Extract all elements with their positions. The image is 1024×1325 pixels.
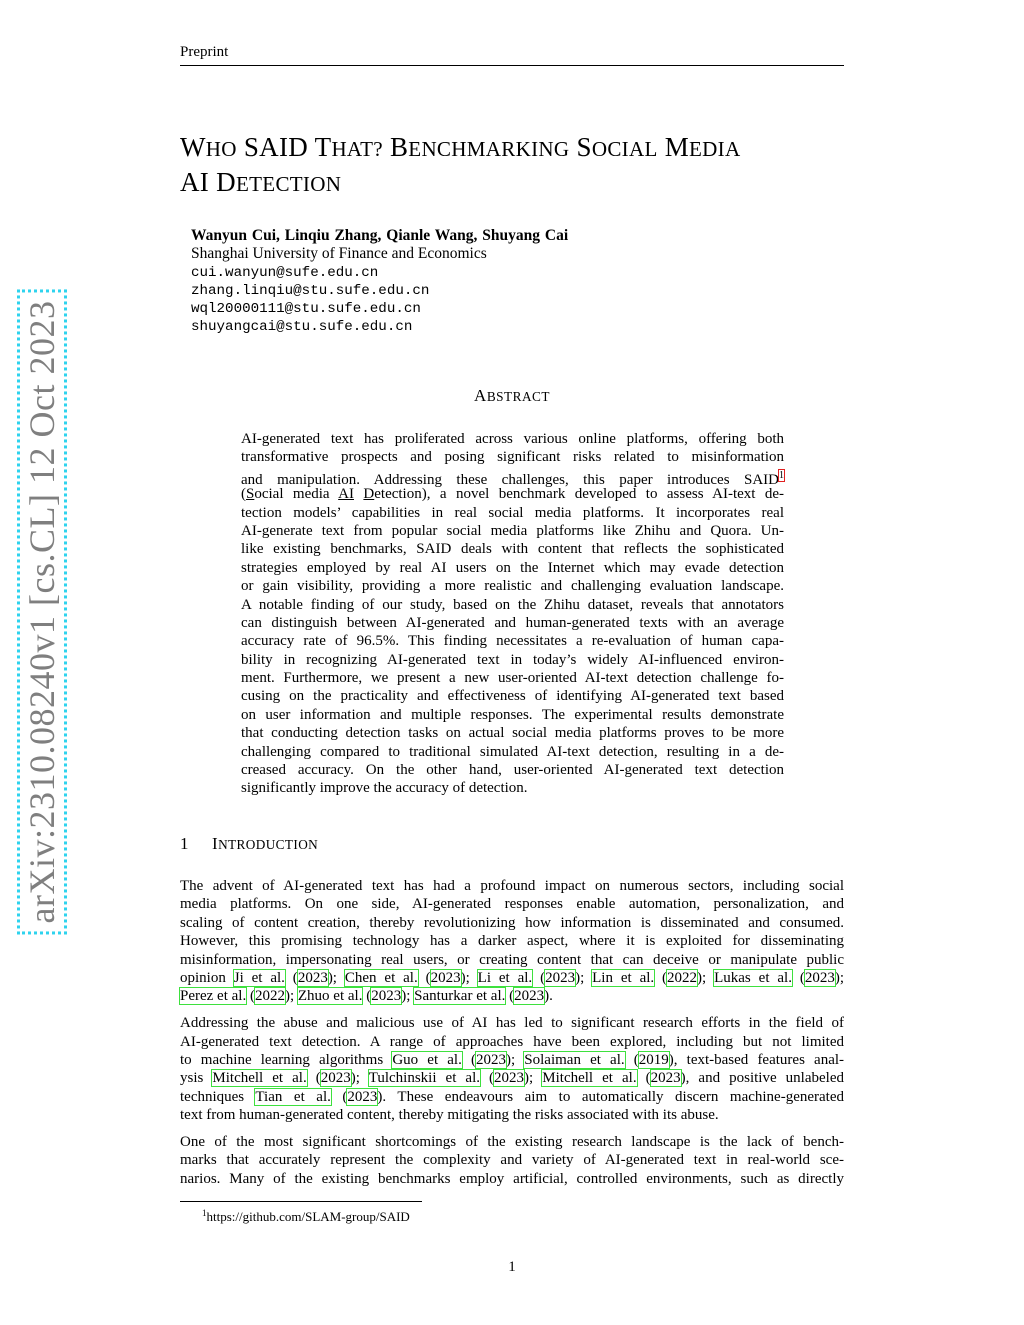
text-line: opinion Ji et al. (2023); Chen et al. (2023); Li et al. (2023); Lin et al. (2022); Lukas et al. (2023); [180,969,845,986]
section-title: INTRODUCTION [212,834,319,853]
citation-author[interactable]: Chen et al. [344,969,418,986]
citation-author[interactable]: Zhuo et al. [297,988,363,1005]
text-line: Perez et al. (2022); Zhuo et al. (2023); Santurkar et al. (2023). [180,988,553,1005]
text-line: One of the most significant shortcomings of the existing research landscape is the lack of bench- [180,1134,844,1151]
section-heading-introduction [180,834,318,854]
citation-year[interactable]: 2023 [545,969,576,986]
paragraph [180,877,844,1006]
header-rule [180,65,844,66]
email-1: cui.wanyun@sufe.edu.cn [191,265,379,281]
citation-year[interactable]: 2023 [347,1088,378,1105]
citation-author[interactable]: Mitchell et al. [542,1070,637,1087]
citation-year[interactable]: 2023 [475,1052,506,1069]
footnote-link[interactable]: https://github.com/SLAM-group/SAID [206,1209,410,1224]
citation-author[interactable]: Mitchell et al. [212,1070,307,1087]
citation-author[interactable]: Ji et al. [233,969,285,986]
citation-author[interactable]: Lukas et al. [714,969,792,986]
citation-year[interactable]: 2022 [254,988,285,1005]
citation-year[interactable]: 2019 [638,1052,669,1069]
text-line: to machine learning algorithms Guo et al. (2023); Solaiman et al. (2019), text-based features anal- [180,1052,845,1069]
page-number: 1 [508,1259,516,1275]
citation-year[interactable]: 2022 [667,969,698,986]
paragraph [180,1014,844,1124]
text-line: significantly improve the accuracy of detection. [241,780,528,797]
citation-author[interactable]: Perez et al. [180,988,247,1005]
citation-author[interactable]: Solaiman et al. [524,1052,625,1069]
citation-author[interactable]: Li et al. [477,969,533,986]
text-line: Addressing the abuse and malicious use of AI has led to significant research efforts in the field of [180,1015,844,1032]
citation-year[interactable]: 2023 [430,969,461,986]
text-line: creased accuracy. On the other hand, user-oriented AI-generated text detection [241,762,784,779]
email-2: zhang.linqiu@stu.sufe.edu.cn [191,283,430,299]
text-line: or gain visibility, providing a more realistic and challenging evaluation landscape. [241,578,784,595]
text-line: AI-generated text detection. A range of approaches have been explored, including but not limited [180,1033,844,1050]
text-line: marks that accurately represent the complexity and variety of AI-generated text in real-world sce- [180,1152,844,1169]
author-list: Wanyun Cui, Linqiu Zhang, Qianle Wang, Shuyang Cai [191,227,569,244]
citation-author[interactable]: Santurkar et al. [414,988,506,1005]
email-3: wql20000111@stu.sufe.edu.cn [191,301,421,317]
text-line: cusing on the practicality and effectiveness of identifying AI-generated text based [241,688,784,705]
text-line: media platforms. On one side, AI-generated responses enable automation, personalization, and [180,896,844,913]
paragraph [180,1133,844,1188]
citation-year[interactable]: 2023 [494,1070,525,1087]
section-number: 1 [180,834,189,853]
affiliation: Shanghai University of Finance and Economics [191,245,487,262]
abstract-body [241,430,784,798]
footnote-ref[interactable]: 1 [779,469,784,481]
text-line: text from human-generated content, thereby mitigating the risks associated with its abuse. [180,1107,719,1124]
text-line: The advent of AI-generated text has had a profound impact on numerous sectors, including social [180,878,844,894]
text-line: AI-generate text from popular social media platforms like Zhihu and Quora. Un- [241,522,784,539]
citation-year[interactable]: 2023 [514,988,545,1005]
text-line: challenging compared to traditional simulated AI-text detection, resulting in a de- [241,743,784,760]
footnote-mark: 1 [202,1208,207,1218]
text-line: that conducting detection tasks on actual social media platforms proves to be more [241,725,784,742]
text-line: techniques Tian et al. (2023). These endeavours aim to automatically discern machine-generated [180,1088,845,1105]
text-line: However, this promising technology has a darker aspect, where it is exploited for disseminating [180,933,844,950]
introduction-body [180,877,844,1188]
citation-author[interactable]: Tulchinskii et al. [368,1070,480,1087]
text-line: like existing benchmarks, SAID deals with content that reflects the sophisticated [241,541,784,558]
citation-author[interactable]: Lin et al. [592,969,655,986]
text-line: and manipulation. Addressing these challenges, this paper introduces SAID$^1$ [241,469,784,488]
text-line: (Social media AI Detection), a novel benchmark developed to assess AI-text de- [241,486,785,503]
abstract-heading: ABSTRACT [474,386,550,405]
citation-year[interactable]: 2023 [650,1070,681,1087]
citation-year[interactable]: 2023 [297,969,328,986]
text-line: strategies employed by real AI users on the Internet which may evade detection [241,559,784,576]
footnote-rule [180,1201,422,1202]
text-line: on user information and multiple responses. The experimental results demonstrate [241,706,784,723]
text-line: AI-generated text has proliferated across various online platforms, offering both [241,431,784,447]
text-line: A notable finding of our study, based on the Zhihu dataset, reveals that annotators [241,596,784,613]
text-line: ysis Mitchell et al. (2023); Tulchinskii et al. (2023); Mitchell et al. (2023), and positive unlabeled [180,1070,844,1087]
text-line: transformative prospects and posing significant risks related to misinformation [241,449,784,466]
title-line-1: WHO SAID THAT? BENCHMARKING SOCIAL MEDIA [180,132,741,162]
citation-author[interactable]: Tian et al. [255,1088,331,1105]
footnote [202,1208,410,1225]
title-line-2: AI DETECTION [180,167,342,197]
text-line: bility in recognizing AI-generated text in today’s widely AI-influenced environ- [241,651,784,668]
email-4: shuyangcai@stu.sufe.edu.cn [191,319,413,335]
text-line: misinformation, impersonating real users, or creating content that can deceive or manipulate public [180,951,844,968]
citation-author[interactable]: Guo et al. [392,1052,462,1069]
text-line: narios. Many of the existing benchmarks employ artificial, controlled environments, such as directly [180,1170,844,1187]
citation-year[interactable]: 2023 [320,1070,351,1087]
text-line: accuracy rate of 96.5%. This finding necessitates a re-evaluation of human capa- [241,633,784,650]
arxiv-stamp[interactable]: arXiv:2310.08240v1 [cs.CL] 12 Oct 2023 [17,290,67,935]
text-line: ment. Furthermore, we present a new user-oriented AI-text detection challenge fo- [241,670,784,687]
citation-year[interactable]: 2023 [804,969,835,986]
paper-title [180,131,860,201]
text-line: can distinguish between AI-generated and human-generated texts with an average [241,614,784,631]
citation-year[interactable]: 2023 [371,988,402,1005]
running-head: Preprint [180,44,229,60]
text-line: scaling of content creation, thereby revolutionizing how information is disseminated and consumed. [180,914,844,931]
text-line: tection models’ capabilities in real social media platforms. It incorporates real [241,504,784,521]
